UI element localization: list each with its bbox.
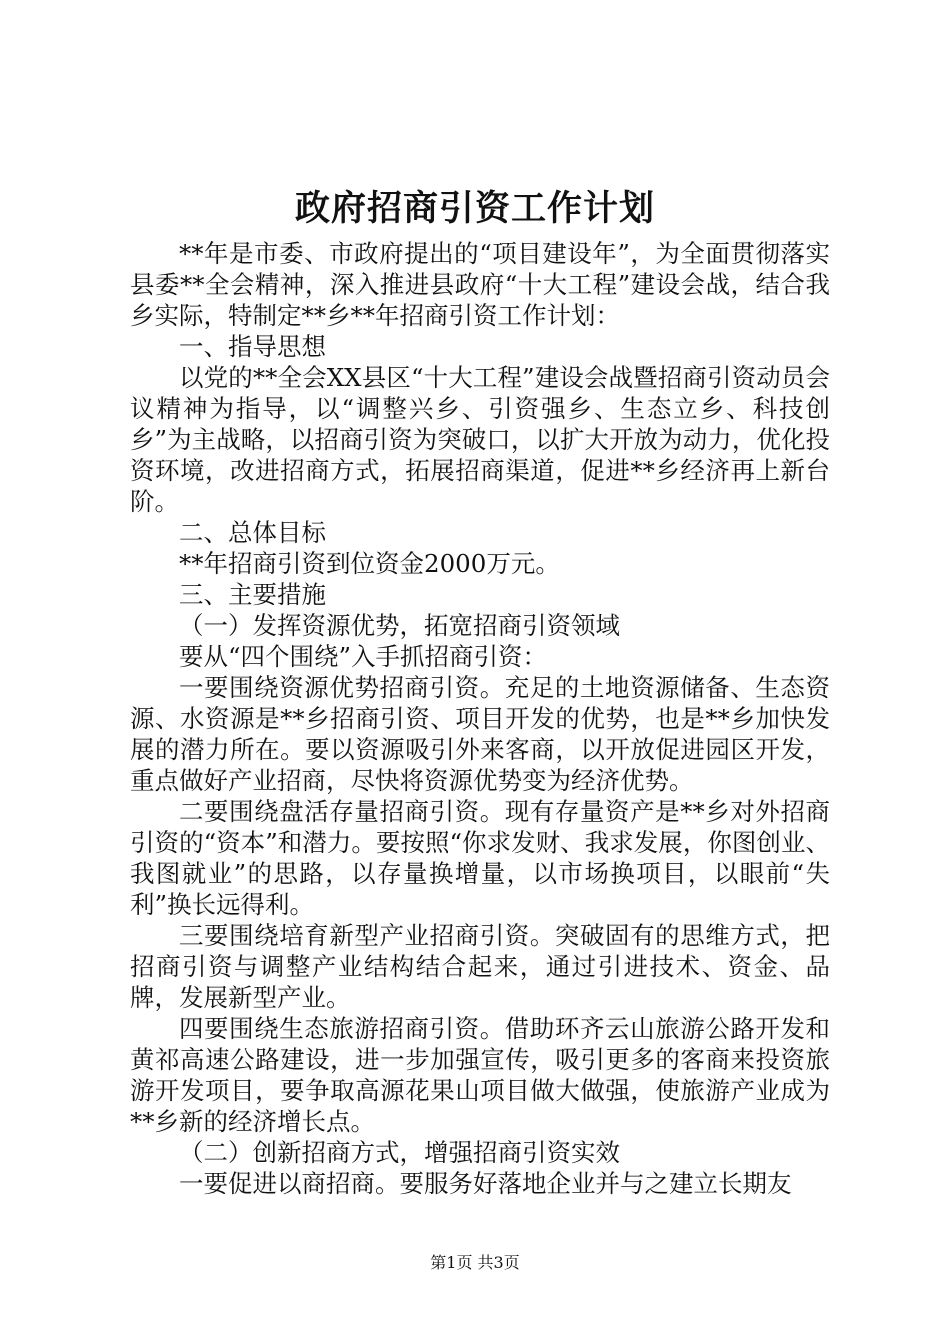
paragraph-business-attraction: 一要促进以商招商。要服务好落地企业并与之建立长期友 — [179, 1169, 792, 1198]
subheading-resource-advantage: （一）发挥资源优势，拓宽招商引资领域 — [179, 611, 620, 640]
paragraph-eco-tourism: 四要围绕生态旅游招商引资。借助环齐云山旅游公路开发和黄祁高速公路建设，进一步加强宣传，吸引更多的客商来投资旅游开发项目，要争取高源花果山项目做大做强，使旅游产业成为**乡新的经济增长点。 — [130, 1014, 830, 1136]
heading-main-measures: 三、主要措施 — [179, 580, 326, 609]
paragraph-resource-advantage: 一要围绕资源优势招商引资。充足的土地资源储备、生态资源、水资源是**乡招商引资、项目开发的优势，也是**乡加快发展的潜力所在。要以资源吸引外来客商，以开放促进园区开发，重点做好产业招商，尽快将资源优势变为经济优势。 — [130, 673, 830, 795]
paragraph-intro: **年是市委、市政府提出的“项目建设年”，为全面贯彻落实县委**全会精神，深入推进县政府“十大工程”建设会战，结合我乡实际，特制定**乡**年招商引资工作计划： — [130, 239, 830, 330]
page-footer: 第1页 共3页 — [430, 1253, 520, 1272]
paragraph-overall-goal: **年招商引资到位资金2000万元。 — [179, 549, 560, 578]
paragraph-new-industries: 三要围绕培育新型产业招商引资。突破固有的思维方式，把招商引资与调整产业结构结合起来，通过引进技术、资金、品牌，发展新型产业。 — [130, 921, 830, 1012]
subheading-innovate-methods: （二）创新招商方式，增强招商引资实效 — [179, 1138, 620, 1167]
paragraph-guiding-ideology: 以党的**全会XX县区“十大工程”建设会战暨招商引资动员会议精神为指导，以“调整兴乡、引资强乡、生态立乡、科技创乡”为主战略，以招商引资为突破口，以扩大开放为动力，优化投资环境，改进招商方式，拓展招商渠道，促进**乡经济再上新台阶。 — [130, 363, 830, 516]
document-body — [130, 238, 830, 1199]
paragraph-stock-assets: 二要围绕盘活存量招商引资。现有存量资产是**乡对外招商引资的“资本”和潜力。要按照“你求发财、我求发展，你图创业、我图就业”的思路，以存量换增量，以市场换项目，以眼前“失利”换长远得利。 — [130, 797, 830, 919]
heading-overall-goal: 二、总体目标 — [179, 518, 326, 547]
document-title: 政府招商引资工作计划 — [294, 188, 655, 229]
heading-guiding-ideology: 一、指导思想 — [179, 332, 326, 361]
paragraph-four-focuses: 要从“四个围绕”入手抓招商引资： — [179, 642, 548, 671]
